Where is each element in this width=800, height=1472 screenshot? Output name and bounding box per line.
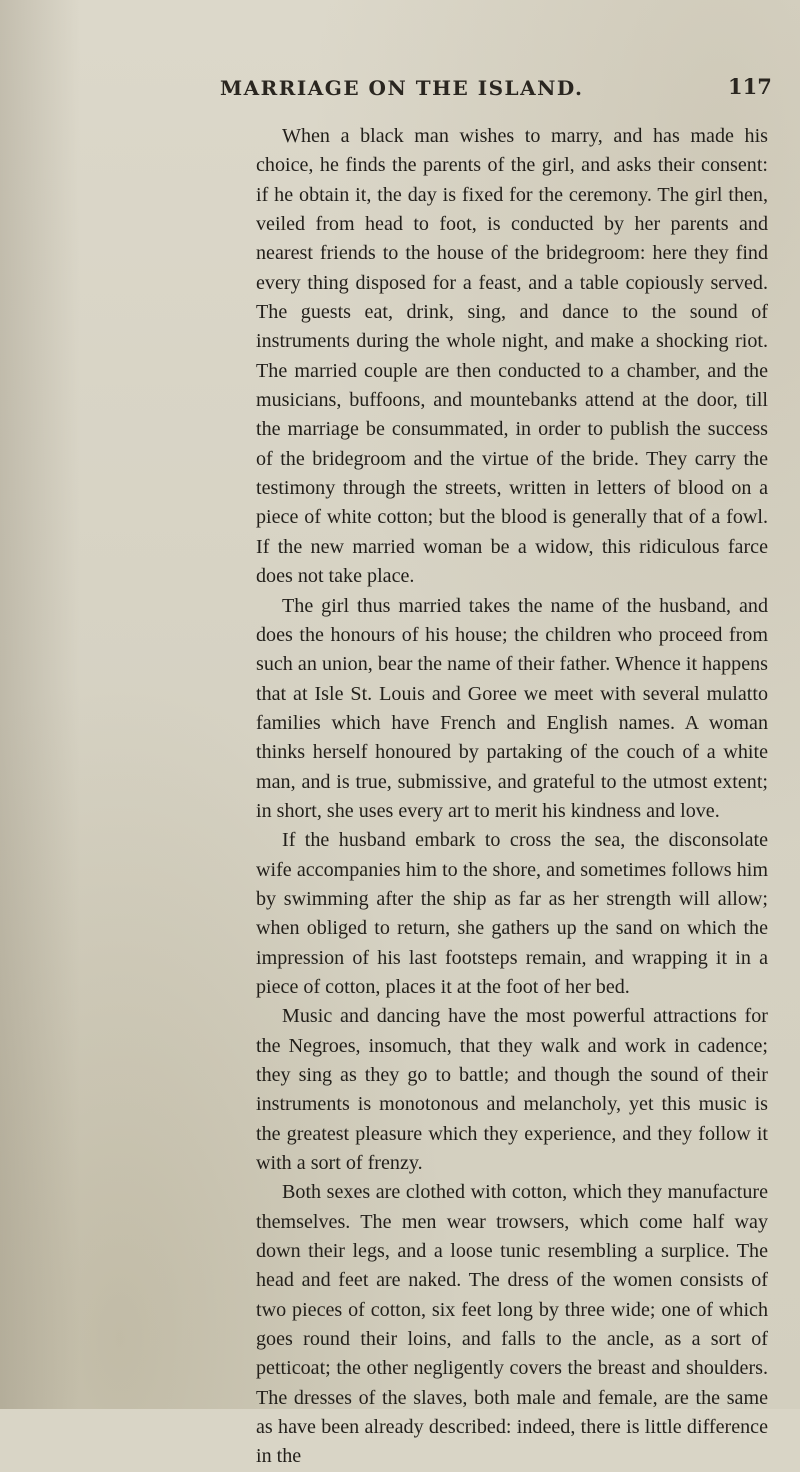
body-text [256,122,768,1472]
paragraph: If the husband embark to cross the sea, the disconsolate wife accompanies him to the shore, and sometimes follows him by swimming after the ship as far as her strength will allow; when obliged to return, she gathers up the sand on which the impression of his last footsteps remain, and wrapping it in a piece of cotton, places it at the foot of her bed. [256,829,768,998]
paragraph: Music and dancing have the most powerful attractions for the Negroes, insomuch, that they walk and work in cadence; they sing as they go to battle; and though the sound of their instruments is monotonous and melancholy, yet this music is the greatest pleasure which they experience, and they follow it with a sort of frenzy. [256,1005,768,1175]
page-edge-shadow [0,0,80,1409]
page-number: 117 [728,74,772,99]
running-title: MARRIAGE ON THE ISLAND. [220,76,584,100]
paragraph: When a black man wishes to marry, and has made his choice, he finds the parents of the girl, and asks their consent: if he obtain it, the day is fixed for the ceremony. The girl then, veiled from head to foot, is conducted by her parents and nearest friends to the house of the bridegroom: here they find every thing disposed for a feast, and a table copiously served. The guests eat, drink, sing, and dance to the sound of instruments during the whole night, and make a shocking riot. The married couple are then conducted to a chamber, and the musicians, buffoons, and mountebanks attend at the door, till the marriage be consummated, in order to publish the success of the bridegroom and the virtue of the bride. They carry the testimony through the streets, written in letters of blood on a piece of white cotton; but the blood is generally that of a fowl. If the new married woman be a widow, this ridiculous farce does not take place. [256,125,768,588]
paragraph: Both sexes are clothed with cotton, which they manufacture themselves. The men wear trowsers, which come half way down their legs, and a loose tunic resembling a surplice. The head and feet are naked. The dress of the women consists of two pieces of cotton, six feet long by three wide; one of which goes round their loins, and falls to the ancle, as a sort of petticoat; the other negligently covers the breast and shoulders. The dresses of the slaves, both male and female, are the same as have been already described: indeed, there is little difference in the [256,1181,768,1468]
paragraph: The girl thus married takes the name of the husband, and does the honours of his house; the children who proceed from such an union, bear the name of their father. Whence it happens that at Isle St. Louis and Goree we meet with several mulatto families which have French and English names. A woman thinks herself honoured by partaking of the couch of a white man, and is true, submissive, and grateful to the utmost extent; in short, she uses every art to merit his kindness and love. [256,594,768,822]
